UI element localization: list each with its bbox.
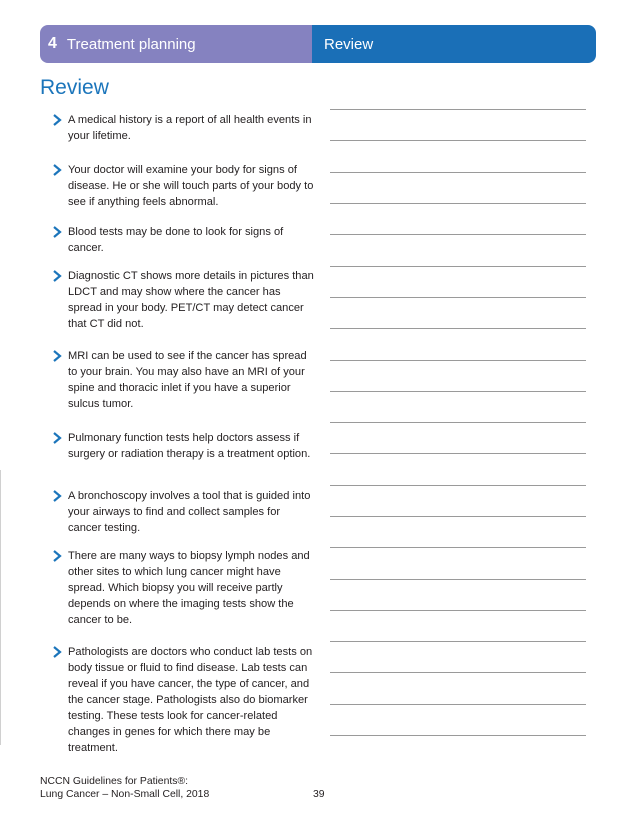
footer [40, 775, 209, 801]
note-line [330, 547, 586, 548]
footer-publication: NCCN Guidelines for Patients®: [40, 776, 188, 787]
note-line [330, 453, 586, 454]
chevron-right-icon [52, 432, 62, 444]
chevron-right-icon [52, 270, 62, 282]
list-item-text: A bronchoscopy involves a tool that is guided into your airways to find and collect samples for cancer testing. [68, 490, 311, 534]
chevron-right-icon [52, 164, 62, 176]
chapter-title: Treatment planning [66, 35, 196, 53]
list-item [52, 224, 314, 256]
section-title: Review [324, 35, 374, 53]
list-item [52, 430, 314, 462]
note-line [330, 422, 586, 423]
note-line [330, 485, 586, 486]
note-line [330, 610, 586, 611]
list-item-text: Diagnostic CT shows more details in pictures than LDCT and may show where the cancer has spread in your body. PET/CT may detect cancer that CT did not. [68, 270, 314, 330]
note-line [330, 672, 586, 673]
note-line [330, 360, 586, 361]
note-line [330, 579, 586, 580]
chevron-right-icon [52, 490, 62, 502]
note-line [330, 641, 586, 642]
note-line [330, 328, 586, 329]
note-line [330, 735, 586, 736]
note-line [330, 266, 586, 267]
list-item-text: Pathologists are doctors who conduct lab tests on body tissue or fluid to find disease. Lab tests can reveal if you have cancer, the type of cancer, and the cancer stage. Pathologists also do biomarker testing. These tests look for cancer-related changes in genes for which there may be treatment. [68, 646, 313, 754]
footer-subtitle: Lung Cancer – Non-Small Cell, 2018 [40, 789, 210, 800]
list-item [52, 112, 314, 144]
list-item [52, 348, 314, 412]
chevron-right-icon [52, 350, 62, 362]
note-line [330, 234, 586, 235]
list-item [52, 162, 314, 210]
note-line [330, 140, 586, 141]
chevron-right-icon [52, 550, 62, 562]
list-item-text: A medical history is a report of all health events in your lifetime. [68, 114, 312, 142]
page-title: Review [40, 76, 109, 99]
chevron-right-icon [52, 226, 62, 238]
chevron-right-icon [52, 114, 62, 126]
note-line [330, 704, 586, 705]
list-item-text: MRI can be used to see if the cancer has spread to your brain. You may also have an MRI of your spine and thoracic inlet if you have a superior sulcus tumor. [68, 350, 307, 410]
list-item-text: Your doctor will examine your body for signs of disease. He or she will touch parts of your body to see if anything feels abnormal. [68, 164, 314, 208]
note-line [330, 516, 586, 517]
list-item [52, 268, 314, 332]
list-item-text: Pulmonary function tests help doctors assess if surgery or radiation therapy is a treatment option. [68, 432, 311, 460]
note-line [330, 297, 586, 298]
note-line [330, 391, 586, 392]
list-item-text: There are many ways to biopsy lymph nodes and other sites to which lung cancer might have spread. Which biopsy you will receive partly depends on where the imaging tests show the cancer to be. [68, 550, 310, 626]
note-line [330, 203, 586, 204]
chapter-tab [40, 25, 312, 63]
note-line [330, 109, 586, 110]
list-item [52, 644, 314, 756]
margin-rule [0, 470, 1, 745]
note-line [330, 172, 586, 173]
section-tab [312, 25, 596, 63]
list-item [52, 488, 314, 536]
list-item-text: Blood tests may be done to look for signs of cancer. [68, 226, 284, 254]
chapter-number: 4 [48, 35, 57, 52]
list-item [52, 548, 314, 628]
chapter-header [40, 25, 596, 63]
chevron-right-icon [52, 646, 62, 658]
page-number: 39 [313, 789, 325, 800]
